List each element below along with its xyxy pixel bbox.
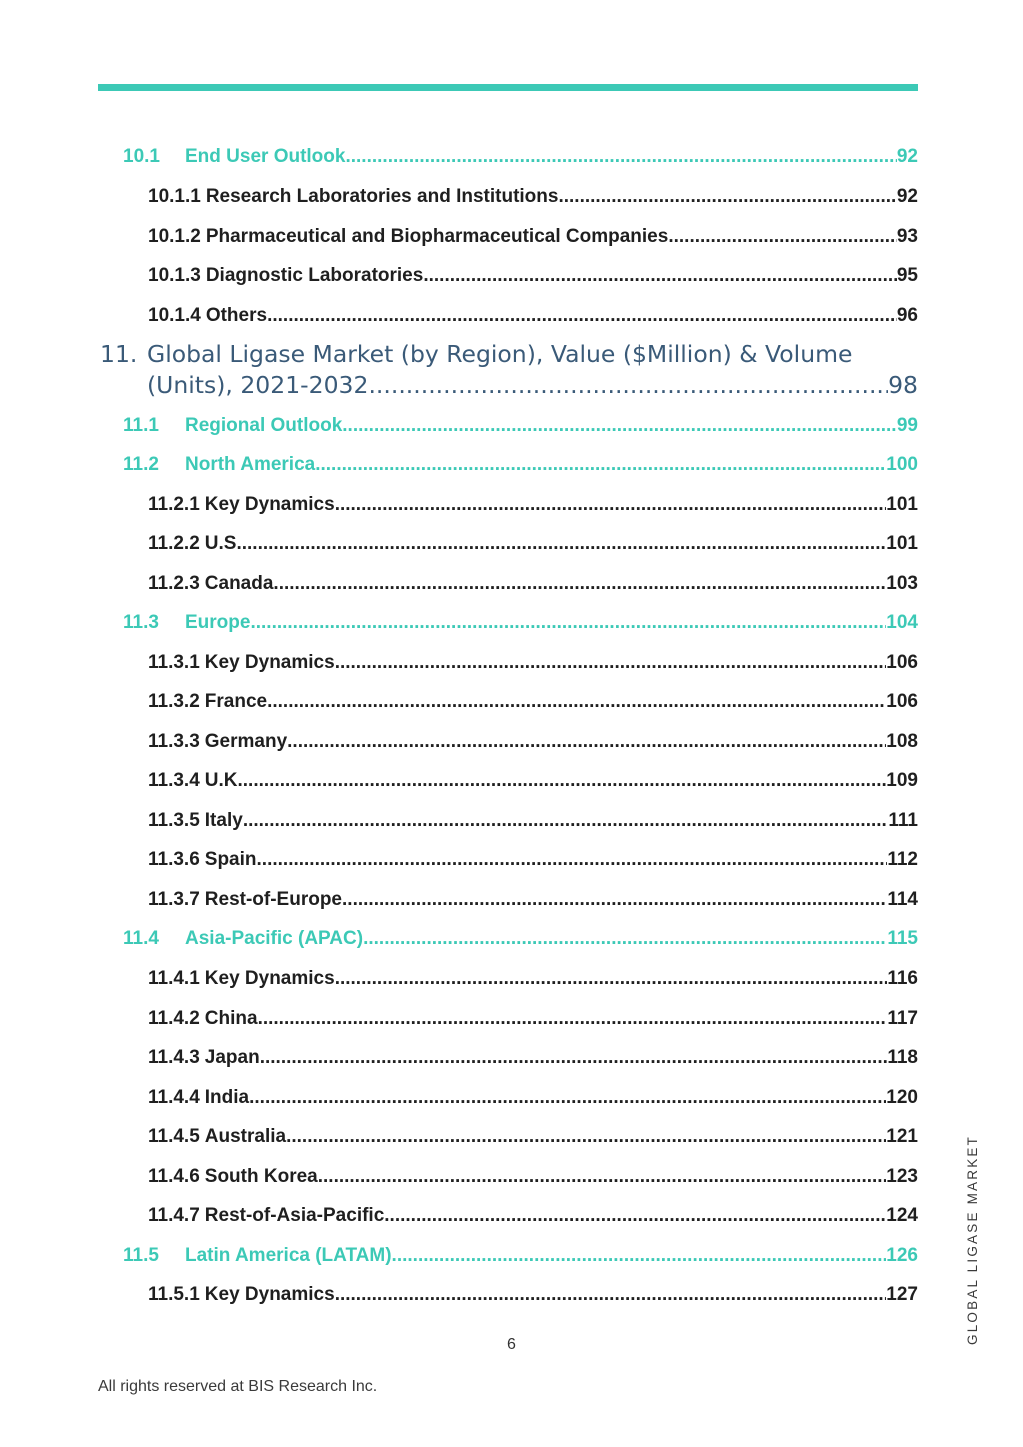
toc-entry-number: 11.3.4: [148, 770, 200, 791]
toc-entry-number: 11.4.3: [148, 1047, 200, 1068]
toc-entry[interactable]: [0, 225, 918, 249]
toc-entry-number: 11.5.1: [148, 1284, 200, 1305]
toc-entry[interactable]: [0, 1086, 918, 1110]
toc-entry[interactable]: [0, 809, 918, 833]
toc-entry-page: 100: [886, 454, 918, 475]
toc-entry-number: 11.1: [123, 415, 159, 436]
dot-leader: [249, 1086, 886, 1110]
toc-entry[interactable]: [0, 304, 918, 328]
toc-entry[interactable]: [0, 493, 918, 517]
toc-entry-number: 10.1.2: [148, 226, 201, 247]
toc-entry-title: India: [204, 1087, 250, 1108]
toc-entry-page: 115: [887, 928, 918, 949]
toc-entry-title: North America: [185, 454, 316, 475]
toc-entry-number: 11.2.2: [148, 533, 200, 554]
toc-entry-page: 116: [887, 968, 918, 989]
toc-entry[interactable]: [0, 145, 918, 169]
toc-entry-title: Research Laboratories and Institutions: [205, 186, 559, 207]
toc-entry-page: 96: [896, 305, 918, 326]
dot-leader: [342, 888, 887, 912]
toc-entry-number: 11.3.7: [148, 889, 200, 910]
toc-entry[interactable]: [0, 651, 918, 675]
toc-entry-title: Key Dynamics: [204, 968, 335, 989]
toc-entry-page: 121: [886, 1126, 918, 1147]
toc-entry-title: Canada: [204, 573, 274, 594]
toc-entry-page: 106: [886, 652, 918, 673]
toc-entry-number: 11.3.3: [148, 731, 200, 752]
dot-leader: [335, 493, 887, 517]
toc-entry[interactable]: [0, 185, 918, 209]
dot-leader: [267, 690, 886, 714]
toc-entry-number: 11.4.4: [148, 1087, 200, 1108]
chapter-title-line: [100, 339, 918, 370]
toc-entry-number: 11.5: [123, 1245, 159, 1266]
page-number: 6: [507, 1336, 516, 1353]
toc-entry[interactable]: [0, 1244, 918, 1268]
toc-entry[interactable]: [0, 1125, 918, 1149]
toc-entry-title: France: [204, 691, 268, 712]
toc-entry-number: 11.4.2: [148, 1008, 200, 1029]
toc-entry-title: Others: [205, 305, 268, 326]
toc-entry-page: 109: [886, 770, 918, 791]
dot-leader: [267, 304, 897, 328]
toc-entry-number: 11.4.5: [148, 1126, 200, 1147]
toc-entry-number: 10.1.4: [148, 305, 201, 326]
toc-entry[interactable]: [0, 611, 918, 635]
toc-entry-title: Italy: [204, 810, 243, 831]
dot-leader: [257, 848, 888, 872]
toc-entry-title: Key Dynamics: [204, 652, 335, 673]
chapter-title-line1: Global Ligase Market (by Region), Value ($Million) & Volume: [147, 340, 853, 368]
toc-entry-title: Key Dynamics: [204, 1284, 335, 1305]
toc-entry-page: 126: [886, 1245, 918, 1266]
toc-entry-page: 92: [896, 146, 918, 167]
toc-entry-number: 11.2: [123, 454, 159, 475]
toc-entry[interactable]: [0, 264, 918, 288]
dot-leader: [243, 809, 889, 833]
toc-entry[interactable]: [0, 1204, 918, 1228]
toc-entry-title: Pharmaceutical and Biopharmaceutical Companies: [205, 226, 669, 247]
toc-entry[interactable]: [0, 1046, 918, 1070]
toc-entry-page: 118: [887, 1047, 918, 1068]
toc-entry-page: 99: [896, 415, 918, 436]
toc-entry-title: U.K.: [204, 770, 243, 791]
toc-entry-title: Key Dynamics: [204, 494, 335, 515]
dot-leader: [335, 651, 887, 675]
toc-entry-number: 11.3.6: [148, 849, 200, 870]
toc-entry-title: Japan: [204, 1047, 260, 1068]
toc-entry-title: Germany: [204, 731, 288, 752]
toc-entry-page: 120: [886, 1087, 918, 1108]
toc-entry-number: 11.4.7: [148, 1205, 200, 1226]
toc-entry-page: 123: [886, 1166, 918, 1187]
toc-entry-title: South Korea: [204, 1166, 318, 1187]
toc-entry-title: Spain: [204, 849, 257, 870]
dot-leader: [668, 225, 897, 249]
toc-entry[interactable]: [0, 730, 918, 754]
toc-entry-page: 124: [886, 1205, 918, 1226]
dot-leader: [335, 1283, 887, 1307]
dot-leader: [363, 927, 887, 951]
toc-entry-page: 103: [886, 573, 918, 594]
toc-entry-number: 11.4.1: [148, 968, 200, 989]
toc-entry-page: 93: [896, 226, 918, 247]
side-running-title: GLOBAL LIGASE MARKET: [965, 1134, 980, 1345]
toc-entry-page: 101: [886, 494, 918, 515]
toc-entry[interactable]: [0, 690, 918, 714]
dot-leader: [273, 572, 886, 596]
dot-leader: [392, 1244, 887, 1268]
toc-entry[interactable]: [0, 769, 918, 793]
toc-entry[interactable]: [0, 927, 918, 951]
toc-entry-title: China: [204, 1008, 258, 1029]
dot-leader: [368, 370, 888, 401]
dot-leader: [318, 1165, 887, 1189]
dot-leader: [315, 453, 886, 477]
dot-leader: [236, 532, 886, 556]
dot-leader: [250, 611, 886, 635]
toc-entry-number: 11.3: [123, 612, 159, 633]
toc-entry[interactable]: [0, 848, 918, 872]
toc-entry[interactable]: [0, 967, 918, 991]
toc-chapter-entry[interactable]: [100, 339, 918, 401]
toc-entry[interactable]: [0, 572, 918, 596]
dot-leader: [558, 185, 896, 209]
toc-entry-page: 101: [886, 533, 918, 554]
toc-entry[interactable]: [0, 414, 918, 438]
toc-entry-number: 11.4: [123, 928, 159, 949]
toc-entry[interactable]: [0, 888, 918, 912]
toc-entry[interactable]: [0, 1283, 918, 1307]
dot-leader: [384, 1204, 886, 1228]
toc-entry-number: 11.2.3: [148, 573, 200, 594]
dot-leader: [243, 769, 887, 793]
toc-entry-page: 106: [886, 691, 918, 712]
toc-entry[interactable]: [0, 453, 918, 477]
chapter-page: 98: [888, 371, 918, 399]
dot-leader: [287, 730, 886, 754]
dot-leader: [286, 1125, 886, 1149]
toc-entry-page: 108: [886, 731, 918, 752]
toc-entry-title: U.S: [204, 533, 237, 554]
toc-entry-number: 10.1: [123, 146, 160, 167]
chapter-title-line2: (Units), 2021-2032: [147, 371, 369, 399]
toc-entry-title: Asia-Pacific (APAC): [185, 928, 364, 949]
toc-entry[interactable]: [0, 1165, 918, 1189]
toc-entry-page: 114: [887, 889, 918, 910]
toc-entry-title: End User Outlook: [185, 146, 346, 167]
copyright-footer: All rights reserved at BIS Research Inc.: [98, 1378, 378, 1395]
toc-entry-number: 11.3.5: [148, 810, 200, 831]
toc-entry-page: 92: [896, 186, 918, 207]
toc-entry-title: Rest-of-Europe: [204, 889, 343, 910]
toc-entry-page: 111: [888, 810, 918, 831]
chapter-title-line: [100, 370, 918, 401]
toc-entry-number: 11.4.6: [148, 1166, 200, 1187]
dot-leader: [345, 145, 896, 169]
dot-leader: [342, 414, 897, 438]
toc-entry[interactable]: [0, 1007, 918, 1031]
dot-leader: [260, 1046, 888, 1070]
toc-entry-title: Rest-of-Asia-Pacific: [204, 1205, 385, 1226]
toc-entry-title: Regional Outlook: [185, 415, 343, 436]
toc-entry-number: 11.3.2: [148, 691, 200, 712]
toc-entry-number: 10.1.1: [148, 186, 201, 207]
toc-entry-page: 104: [886, 612, 918, 633]
toc-entry-page: 112: [887, 849, 918, 870]
toc-entry-page: 127: [886, 1284, 918, 1305]
toc-entry-title: Latin America (LATAM): [185, 1245, 392, 1266]
toc-entry-title: Australia: [204, 1126, 287, 1147]
dot-leader: [258, 1007, 888, 1031]
toc-entry-number: 11.3.1: [148, 652, 200, 673]
dot-leader: [335, 967, 888, 991]
toc-entry-page: 117: [887, 1008, 918, 1029]
toc-entry-page: 95: [896, 265, 918, 286]
chapter-number: 11.: [100, 340, 138, 368]
toc-entry-title: Diagnostic Laboratories: [205, 265, 424, 286]
toc-entry-number: 11.2.1: [148, 494, 200, 515]
toc-entry[interactable]: [0, 532, 918, 556]
toc-entry-title: Europe: [185, 612, 251, 633]
dot-leader: [423, 264, 897, 288]
toc-entry-number: 10.1.3: [148, 265, 201, 286]
